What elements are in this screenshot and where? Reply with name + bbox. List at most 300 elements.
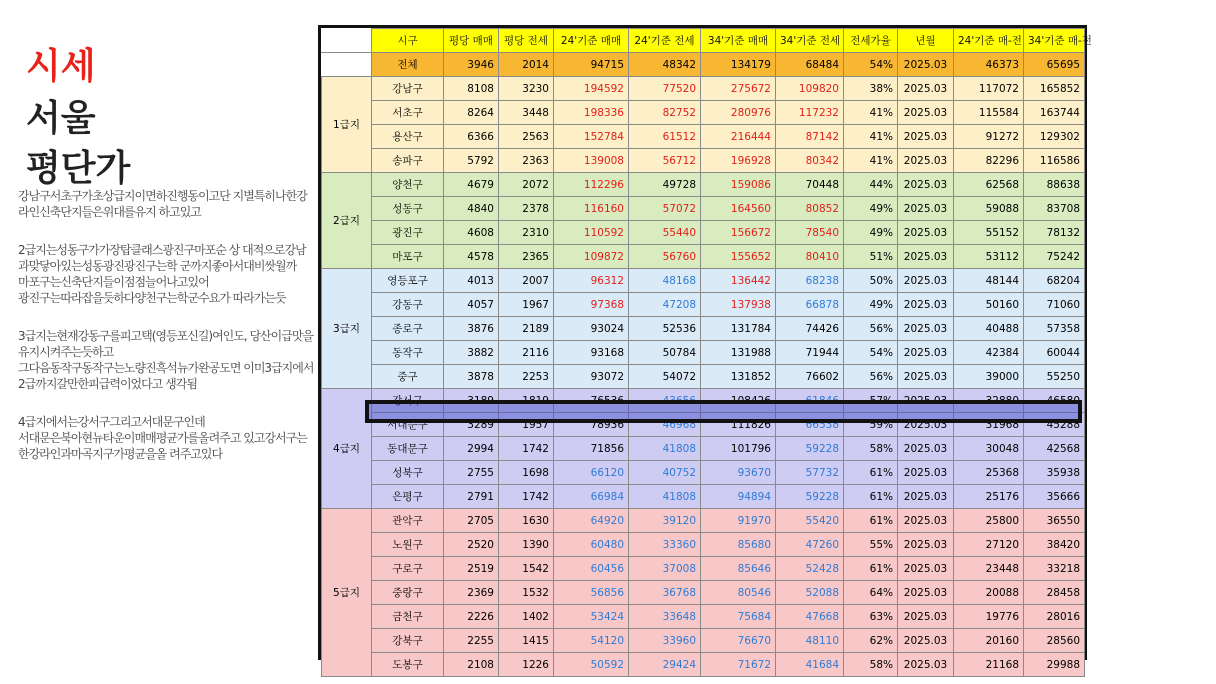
district-name: 은평구 <box>372 485 444 509</box>
value-cell: 2025.03 <box>898 245 954 269</box>
column-header: 34'기준 매매 <box>701 29 776 53</box>
value-cell: 54072 <box>629 365 701 389</box>
value-cell: 57358 <box>1024 317 1085 341</box>
value-cell: 1532 <box>499 581 554 605</box>
value-cell: 2025.03 <box>898 269 954 293</box>
value-cell: 54120 <box>554 629 629 653</box>
value-cell: 25800 <box>954 509 1024 533</box>
value-cell: 60044 <box>1024 341 1085 365</box>
value-cell: 59% <box>844 413 898 437</box>
value-cell: 93670 <box>701 461 776 485</box>
value-cell: 2563 <box>499 125 554 149</box>
value-cell: 94894 <box>701 485 776 509</box>
value-cell: 2519 <box>444 557 499 581</box>
value-cell: 57% <box>844 389 898 413</box>
value-cell: 41% <box>844 101 898 125</box>
value-cell: 66878 <box>776 293 844 317</box>
value-cell: 2025.03 <box>898 581 954 605</box>
value-cell: 60480 <box>554 533 629 557</box>
value-cell: 62568 <box>954 173 1024 197</box>
value-cell: 40488 <box>954 317 1024 341</box>
value-cell: 68204 <box>1024 269 1085 293</box>
value-cell: 2025.03 <box>898 605 954 629</box>
value-cell: 110592 <box>554 221 629 245</box>
heading-line1: 시세 <box>26 46 96 87</box>
value-cell: 280976 <box>701 101 776 125</box>
column-header: 34'기준 전세 <box>776 29 844 53</box>
value-cell: 4608 <box>444 221 499 245</box>
value-cell: 41% <box>844 149 898 173</box>
column-header: 24'기준 매매 <box>554 29 629 53</box>
grade-label: 4급지 <box>322 389 372 509</box>
district-name: 용산구 <box>372 125 444 149</box>
table-row <box>322 653 1085 677</box>
value-cell: 93168 <box>554 341 629 365</box>
value-cell: 53424 <box>554 605 629 629</box>
value-cell: 1957 <box>499 413 554 437</box>
district-name: 관악구 <box>372 509 444 533</box>
note-paragraph: 2급지는성동구가가장탑클래스광진구마포순 상 대적으로강남과맞닿아있는성동광진광진구는학 군까지좋아서대비쌋월까 마포구는신축단지들이점점늘어나고있어 광진구는따라잡을듯하다양천구는학군수요가 따라가는듯 <box>18 243 306 305</box>
value-cell: 61% <box>844 557 898 581</box>
total-cell: 전체 <box>372 53 444 77</box>
value-cell: 77520 <box>629 77 701 101</box>
district-name: 강서구 <box>372 389 444 413</box>
value-cell: 33648 <box>629 605 701 629</box>
value-cell: 115584 <box>954 101 1024 125</box>
table-row <box>322 461 1085 485</box>
value-cell: 139008 <box>554 149 629 173</box>
value-cell: 116586 <box>1024 149 1085 173</box>
value-cell: 42384 <box>954 341 1024 365</box>
value-cell: 152784 <box>554 125 629 149</box>
value-cell: 54% <box>844 341 898 365</box>
value-cell: 43656 <box>629 389 701 413</box>
value-cell: 3448 <box>499 101 554 125</box>
district-name: 강북구 <box>372 629 444 653</box>
value-cell: 53112 <box>954 245 1024 269</box>
value-cell: 1819 <box>499 389 554 413</box>
table-row <box>322 629 1085 653</box>
value-cell: 2310 <box>499 221 554 245</box>
district-name: 송파구 <box>372 149 444 173</box>
value-cell: 51% <box>844 245 898 269</box>
value-cell: 57072 <box>629 197 701 221</box>
value-cell: 38% <box>844 77 898 101</box>
value-cell: 2363 <box>499 149 554 173</box>
table-row <box>322 101 1085 125</box>
value-cell: 50592 <box>554 653 629 677</box>
value-cell: 2791 <box>444 485 499 509</box>
value-cell: 33360 <box>629 533 701 557</box>
district-name: 강남구 <box>372 77 444 101</box>
value-cell: 97368 <box>554 293 629 317</box>
value-cell: 2116 <box>499 341 554 365</box>
value-cell: 61846 <box>776 389 844 413</box>
value-cell: 2025.03 <box>898 221 954 245</box>
value-cell: 198336 <box>554 101 629 125</box>
value-cell: 52536 <box>629 317 701 341</box>
value-cell: 49% <box>844 197 898 221</box>
value-cell: 109872 <box>554 245 629 269</box>
value-cell: 4679 <box>444 173 499 197</box>
value-cell: 75242 <box>1024 245 1085 269</box>
value-cell: 46580 <box>1024 389 1085 413</box>
value-cell: 62% <box>844 629 898 653</box>
value-cell: 78132 <box>1024 221 1085 245</box>
value-cell: 64% <box>844 581 898 605</box>
district-name: 중랑구 <box>372 581 444 605</box>
value-cell: 85680 <box>701 533 776 557</box>
value-cell: 2025.03 <box>898 77 954 101</box>
notes <box>18 188 314 484</box>
value-cell: 76670 <box>701 629 776 653</box>
value-cell: 56% <box>844 317 898 341</box>
value-cell: 28016 <box>1024 605 1085 629</box>
value-cell: 2226 <box>444 605 499 629</box>
district-name: 양천구 <box>372 173 444 197</box>
total-cell: 2014 <box>499 53 554 77</box>
value-cell: 2189 <box>499 317 554 341</box>
value-cell: 1742 <box>499 485 554 509</box>
table-row <box>322 509 1085 533</box>
column-header: 34'기준 매-전 <box>1024 29 1085 53</box>
value-cell: 2378 <box>499 197 554 221</box>
table-row <box>322 245 1085 269</box>
value-cell: 4057 <box>444 293 499 317</box>
column-header: 평당 전세 <box>499 29 554 53</box>
column-header: 24'기준 매-전 <box>954 29 1024 53</box>
value-cell: 85646 <box>701 557 776 581</box>
value-cell: 196928 <box>701 149 776 173</box>
header-row <box>322 29 1085 53</box>
value-cell: 56760 <box>629 245 701 269</box>
value-cell: 6366 <box>444 125 499 149</box>
value-cell: 23448 <box>954 557 1024 581</box>
value-cell: 156672 <box>701 221 776 245</box>
value-cell: 3876 <box>444 317 499 341</box>
value-cell: 55152 <box>954 221 1024 245</box>
value-cell: 3189 <box>444 389 499 413</box>
column-header: 평당 매매 <box>444 29 499 53</box>
value-cell: 75684 <box>701 605 776 629</box>
table-row <box>322 149 1085 173</box>
value-cell: 96312 <box>554 269 629 293</box>
table-row <box>322 605 1085 629</box>
value-cell: 44% <box>844 173 898 197</box>
value-cell: 155652 <box>701 245 776 269</box>
district-name: 광진구 <box>372 221 444 245</box>
district-name: 동대문구 <box>372 437 444 461</box>
table-row <box>322 173 1085 197</box>
value-cell: 42568 <box>1024 437 1085 461</box>
value-cell: 61% <box>844 461 898 485</box>
district-name: 구로구 <box>372 557 444 581</box>
district-name: 서초구 <box>372 101 444 125</box>
heading-line3: 평단가 <box>26 148 131 189</box>
value-cell: 2025.03 <box>898 533 954 557</box>
value-cell: 29424 <box>629 653 701 677</box>
value-cell: 8108 <box>444 77 499 101</box>
value-cell: 49728 <box>629 173 701 197</box>
value-cell: 76536 <box>554 389 629 413</box>
value-cell: 2025.03 <box>898 365 954 389</box>
value-cell: 47208 <box>629 293 701 317</box>
value-cell: 1390 <box>499 533 554 557</box>
district-name: 영등포구 <box>372 269 444 293</box>
value-cell: 38420 <box>1024 533 1085 557</box>
value-cell: 5792 <box>444 149 499 173</box>
district-name: 강동구 <box>372 293 444 317</box>
value-cell: 91970 <box>701 509 776 533</box>
value-cell: 55440 <box>629 221 701 245</box>
value-cell: 2007 <box>499 269 554 293</box>
table-row <box>322 293 1085 317</box>
grade-cell-empty <box>322 53 372 77</box>
total-cell: 134179 <box>701 53 776 77</box>
value-cell: 21168 <box>954 653 1024 677</box>
value-cell: 27120 <box>954 533 1024 557</box>
grade-label: 1급지 <box>322 77 372 173</box>
value-cell: 78936 <box>554 413 629 437</box>
value-cell: 131988 <box>701 341 776 365</box>
total-row <box>322 53 1085 77</box>
table-row <box>322 269 1085 293</box>
note-paragraph: 4급지에서는강서구그리고서대문구인데 서대문은북아현뉴타운이매매평균가를올려주고 있고강서구는한강라인과마곡지구가평균을올 려주고있다 <box>18 415 307 461</box>
value-cell: 28560 <box>1024 629 1085 653</box>
value-cell: 25176 <box>954 485 1024 509</box>
column-header: 24'기준 전세 <box>629 29 701 53</box>
total-cell: 3946 <box>444 53 499 77</box>
value-cell: 48144 <box>954 269 1024 293</box>
value-cell: 56712 <box>629 149 701 173</box>
value-cell: 80342 <box>776 149 844 173</box>
total-cell: 2025.03 <box>898 53 954 77</box>
value-cell: 59088 <box>954 197 1024 221</box>
value-cell: 3289 <box>444 413 499 437</box>
value-cell: 50160 <box>954 293 1024 317</box>
value-cell: 2108 <box>444 653 499 677</box>
table-row <box>322 317 1085 341</box>
value-cell: 2025.03 <box>898 293 954 317</box>
value-cell: 129302 <box>1024 125 1085 149</box>
district-name: 성북구 <box>372 461 444 485</box>
value-cell: 2705 <box>444 509 499 533</box>
value-cell: 39120 <box>629 509 701 533</box>
table-row <box>322 221 1085 245</box>
value-cell: 33960 <box>629 629 701 653</box>
value-cell: 2072 <box>499 173 554 197</box>
value-cell: 71060 <box>1024 293 1085 317</box>
value-cell: 41808 <box>629 485 701 509</box>
value-cell: 3878 <box>444 365 499 389</box>
value-cell: 66538 <box>776 413 844 437</box>
column-header: 시구 <box>372 29 444 53</box>
seodaemun-highlight-box <box>365 400 1082 423</box>
value-cell: 2025.03 <box>898 317 954 341</box>
value-cell: 2253 <box>499 365 554 389</box>
value-cell: 50% <box>844 269 898 293</box>
grade-label: 2급지 <box>322 173 372 269</box>
value-cell: 164560 <box>701 197 776 221</box>
value-cell: 194592 <box>554 77 629 101</box>
district-name: 금천구 <box>372 605 444 629</box>
value-cell: 40752 <box>629 461 701 485</box>
price-table-frame <box>318 25 1092 671</box>
value-cell: 48110 <box>776 629 844 653</box>
value-cell: 2025.03 <box>898 125 954 149</box>
value-cell: 1967 <box>499 293 554 317</box>
value-cell: 91272 <box>954 125 1024 149</box>
value-cell: 80546 <box>701 581 776 605</box>
value-cell: 2025.03 <box>898 509 954 533</box>
value-cell: 68238 <box>776 269 844 293</box>
total-cell: 94715 <box>554 53 629 77</box>
value-cell: 1630 <box>499 509 554 533</box>
value-cell: 93024 <box>554 317 629 341</box>
value-cell: 36768 <box>629 581 701 605</box>
value-cell: 64920 <box>554 509 629 533</box>
corner-cell <box>322 29 372 53</box>
value-cell: 1742 <box>499 437 554 461</box>
value-cell: 71672 <box>701 653 776 677</box>
value-cell: 58% <box>844 437 898 461</box>
value-cell: 25368 <box>954 461 1024 485</box>
value-cell: 74426 <box>776 317 844 341</box>
value-cell: 2025.03 <box>898 485 954 509</box>
table-row <box>322 197 1085 221</box>
total-cell: 68484 <box>776 53 844 77</box>
value-cell: 66984 <box>554 485 629 509</box>
value-cell: 30048 <box>954 437 1024 461</box>
value-cell: 112296 <box>554 173 629 197</box>
value-cell: 59228 <box>776 437 844 461</box>
column-header: 년월 <box>898 29 954 53</box>
value-cell: 41% <box>844 125 898 149</box>
value-cell: 117072 <box>954 77 1024 101</box>
value-cell: 2025.03 <box>898 173 954 197</box>
value-cell: 56856 <box>554 581 629 605</box>
value-cell: 39000 <box>954 365 1024 389</box>
value-cell: 49% <box>844 221 898 245</box>
value-cell: 109820 <box>776 77 844 101</box>
value-cell: 55% <box>844 533 898 557</box>
value-cell: 4013 <box>444 269 499 293</box>
column-header: 전세가율 <box>844 29 898 53</box>
value-cell: 8264 <box>444 101 499 125</box>
value-cell: 2025.03 <box>898 461 954 485</box>
value-cell: 116160 <box>554 197 629 221</box>
district-name: 성동구 <box>372 197 444 221</box>
value-cell: 33218 <box>1024 557 1085 581</box>
value-cell: 3882 <box>444 341 499 365</box>
value-cell: 76602 <box>776 365 844 389</box>
value-cell: 4840 <box>444 197 499 221</box>
value-cell: 63% <box>844 605 898 629</box>
value-cell: 82752 <box>629 101 701 125</box>
district-name: 도봉구 <box>372 653 444 677</box>
price-table <box>321 28 1092 677</box>
value-cell: 45288 <box>1024 413 1085 437</box>
value-cell: 20160 <box>954 629 1024 653</box>
value-cell: 71856 <box>554 437 629 461</box>
value-cell: 136442 <box>701 269 776 293</box>
grade-label: 3급지 <box>322 269 372 389</box>
table-row <box>322 77 1085 101</box>
value-cell: 163744 <box>1024 101 1085 125</box>
value-cell: 61% <box>844 485 898 509</box>
table-row <box>322 581 1085 605</box>
value-cell: 2025.03 <box>898 557 954 581</box>
value-cell: 3230 <box>499 77 554 101</box>
total-cell: 54% <box>844 53 898 77</box>
total-cell: 46373 <box>954 53 1024 77</box>
value-cell: 70448 <box>776 173 844 197</box>
value-cell: 47260 <box>776 533 844 557</box>
value-cell: 131852 <box>701 365 776 389</box>
value-cell: 101796 <box>701 437 776 461</box>
value-cell: 88638 <box>1024 173 1085 197</box>
note-paragraph: 3급지는현재강동구를피고택(영등포신길)여인도, 당산이급맛을유지시켜주는듯하고 그다음동작구동작구는노량진흑석뉴가완공도면 이미3급지에서2급까지갈만한피급력이었다고 생각됨 <box>18 329 314 391</box>
value-cell: 111826 <box>701 413 776 437</box>
value-cell: 1402 <box>499 605 554 629</box>
total-cell: 65695 <box>1024 53 1085 77</box>
value-cell: 35938 <box>1024 461 1085 485</box>
value-cell: 47668 <box>776 605 844 629</box>
table-row <box>322 125 1085 149</box>
district-name: 중구 <box>372 365 444 389</box>
value-cell: 19776 <box>954 605 1024 629</box>
value-cell: 41684 <box>776 653 844 677</box>
value-cell: 275672 <box>701 77 776 101</box>
value-cell: 36550 <box>1024 509 1085 533</box>
value-cell: 117232 <box>776 101 844 125</box>
value-cell: 57732 <box>776 461 844 485</box>
value-cell: 52088 <box>776 581 844 605</box>
value-cell: 55250 <box>1024 365 1085 389</box>
value-cell: 165852 <box>1024 77 1085 101</box>
value-cell: 1415 <box>499 629 554 653</box>
value-cell: 108426 <box>701 389 776 413</box>
value-cell: 55420 <box>776 509 844 533</box>
value-cell: 2025.03 <box>898 413 954 437</box>
value-cell: 83708 <box>1024 197 1085 221</box>
total-cell: 48342 <box>629 53 701 77</box>
value-cell: 216444 <box>701 125 776 149</box>
value-cell: 71944 <box>776 341 844 365</box>
value-cell: 46968 <box>629 413 701 437</box>
price-table-body <box>322 29 1092 677</box>
value-cell: 4578 <box>444 245 499 269</box>
value-cell: 93072 <box>554 365 629 389</box>
value-cell: 56% <box>844 365 898 389</box>
value-cell: 2025.03 <box>898 101 954 125</box>
value-cell: 2025.03 <box>898 149 954 173</box>
value-cell: 2025.03 <box>898 341 954 365</box>
value-cell: 60456 <box>554 557 629 581</box>
heading-line2: 서울 <box>26 98 96 139</box>
table-row <box>322 485 1085 509</box>
value-cell: 29988 <box>1024 653 1085 677</box>
value-cell: 58% <box>844 653 898 677</box>
value-cell: 80852 <box>776 197 844 221</box>
value-cell: 52428 <box>776 557 844 581</box>
note-paragraph: 강남구서초구가초상급지이면하진행동이고단 지별특히나한강라인신축단지들은위대를유지 하고있고 <box>18 189 307 219</box>
value-cell: 61% <box>844 509 898 533</box>
table-row <box>322 437 1085 461</box>
value-cell: 41808 <box>629 437 701 461</box>
value-cell: 35666 <box>1024 485 1085 509</box>
value-cell: 2025.03 <box>898 653 954 677</box>
